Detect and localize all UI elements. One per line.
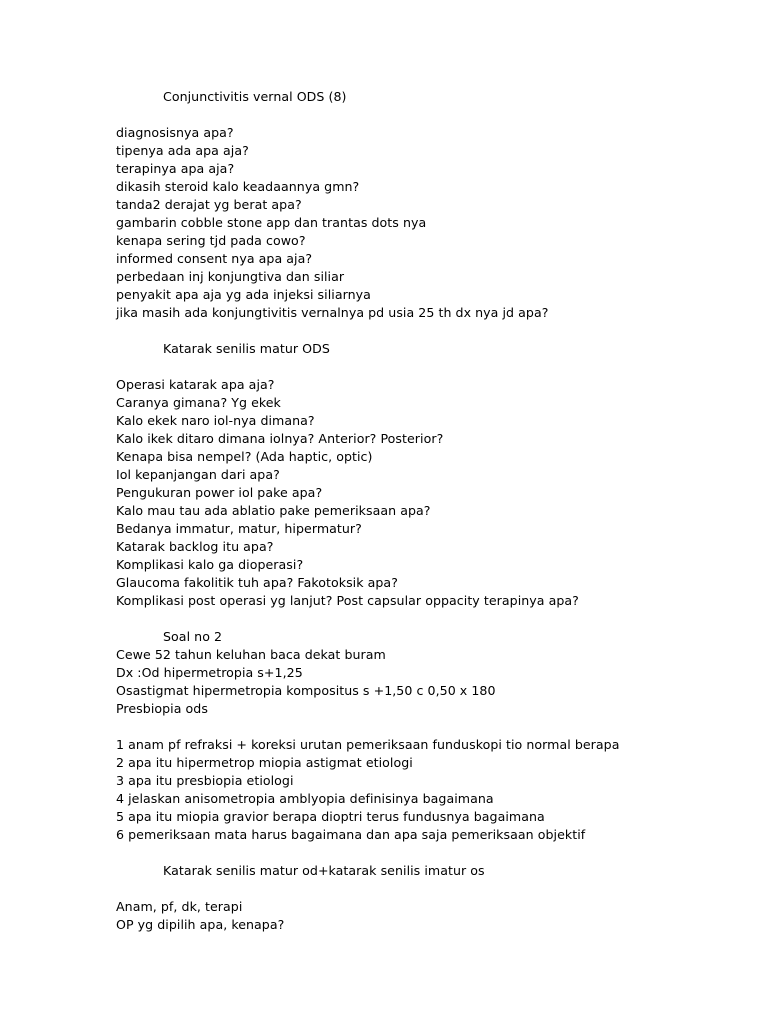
numbered-question: 5 apa itu miopia gravior berapa dioptri terus fundusnya bagaimana xyxy=(116,809,545,824)
case-line: Cewe 52 tahun keluhan baca dekat buram xyxy=(116,647,386,662)
question-line: Glaucoma fakolitik tuh apa? Fakotoksik apa? xyxy=(116,575,398,590)
question-line: Caranya gimana? Yg ekek xyxy=(116,395,281,410)
question-line: diagnosisnya apa? xyxy=(116,125,234,140)
question-line: informed consent nya apa aja? xyxy=(116,251,313,266)
question-line: Iol kepanjangan dari apa? xyxy=(116,467,280,482)
blank-line xyxy=(116,106,756,124)
numbered-question: 4 jelaskan anisometropia amblyopia definisinya bagaimana xyxy=(116,791,494,806)
blank-line xyxy=(116,358,756,376)
question-line: Kalo ekek naro iol-nya dimana? xyxy=(116,413,315,428)
numbered-question: 1 anam pf refraksi + koreksi urutan pemeriksaan funduskopi tio normal berapa xyxy=(116,737,620,752)
question-line: tanda2 derajat yg berat apa? xyxy=(116,197,302,212)
question-line: Komplikasi kalo ga dioperasi? xyxy=(116,557,304,572)
question-line: Katarak backlog itu apa? xyxy=(116,539,274,554)
document-body xyxy=(116,88,756,934)
blank-line xyxy=(116,610,756,628)
question-line: Kenapa bisa nempel? (Ada haptic, optic) xyxy=(116,449,373,464)
numbered-question: 2 apa itu hipermetrop miopia astigmat etiologi xyxy=(116,755,413,770)
question-line: penyakit apa aja yg ada injeksi siliarnya xyxy=(116,287,371,302)
question-line: OP yg dipilih apa, kenapa? xyxy=(116,917,285,932)
question-line: Pengukuran power iol pake apa? xyxy=(116,485,323,500)
question-line: terapinya apa aja? xyxy=(116,161,235,176)
question-line: gambarin cobble stone app dan trantas dots nya xyxy=(116,215,427,230)
question-line: kenapa sering tjd pada cowo? xyxy=(116,233,306,248)
blank-line xyxy=(116,322,756,340)
question-line: Kalo mau tau ada ablatio pake pemeriksaan apa? xyxy=(116,503,431,518)
question-line: dikasih steroid kalo keadaannya gmn? xyxy=(116,179,360,194)
question-line: perbedaan inj konjungtiva dan siliar xyxy=(116,269,345,284)
question-line: jika masih ada konjungtivitis vernalnya pd usia 25 th dx nya jd apa? xyxy=(116,305,549,320)
section-heading: Katarak senilis matur od+katarak senilis imatur os xyxy=(163,863,485,878)
numbered-question: 3 apa itu presbiopia etiologi xyxy=(116,773,294,788)
question-line: Komplikasi post operasi yg lanjut? Post capsular oppacity terapinya apa? xyxy=(116,593,579,608)
section-heading: Conjunctivitis vernal ODS (8) xyxy=(163,89,347,104)
question-line: Bedanya immatur, matur, hipermatur? xyxy=(116,521,362,536)
question-line: tipenya ada apa aja? xyxy=(116,143,249,158)
section-heading: Soal no 2 xyxy=(163,629,223,644)
case-line: Osastigmat hipermetropia kompositus s +1,50 c 0,50 x 180 xyxy=(116,683,496,698)
blank-line xyxy=(116,718,756,736)
question-line: Operasi katarak apa aja? xyxy=(116,377,275,392)
blank-line xyxy=(116,880,756,898)
case-line: Presbiopia ods xyxy=(116,701,208,716)
numbered-question: 6 pemeriksaan mata harus bagaimana dan apa saja pemeriksaan objektif xyxy=(116,827,586,842)
section-heading: Katarak senilis matur ODS xyxy=(163,341,330,356)
case-line: Dx :Od hipermetropia s+1,25 xyxy=(116,665,303,680)
blank-line xyxy=(116,844,756,862)
question-line: Anam, pf, dk, terapi xyxy=(116,899,243,914)
question-line: Kalo ikek ditaro dimana iolnya? Anterior? Posterior? xyxy=(116,431,444,446)
